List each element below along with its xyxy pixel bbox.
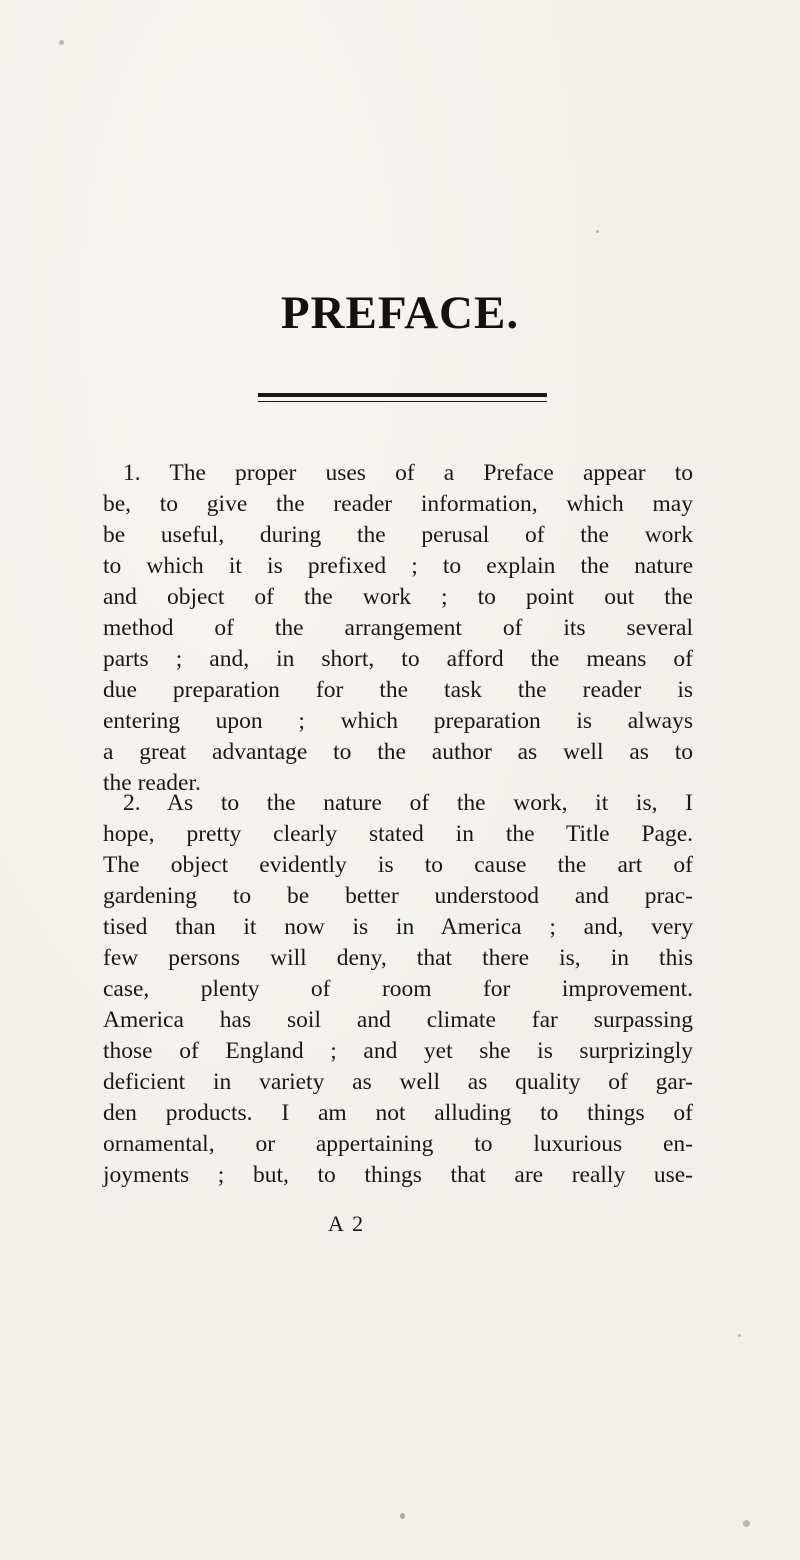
paragraph-line: tised than it now is in America ; and, very [103,914,693,940]
paragraph-line: method of the arrangement of its several [103,615,693,641]
paragraph-line: 2. As to the nature of the work, it is, I [123,790,693,816]
paragraph-line: America has soil and climate far surpassing [103,1007,693,1033]
signature-mark: A 2 [328,1211,366,1236]
paragraph-line: case, plenty of room for improvement. [103,976,693,1002]
paragraph-line: and object of the work ; to point out the [103,584,693,610]
paper-speck [738,1334,741,1337]
paragraph-line: few persons will deny, that there is, in this [103,945,693,971]
paragraph-line: joyments ; but, to things that are really use- [103,1162,693,1188]
paragraph-line: ornamental, or appertaining to luxurious en- [103,1131,693,1157]
paper-speck [596,230,599,233]
paragraph-line: 1. The proper uses of a Preface appear to [123,460,693,486]
paragraph-line: the reader. [103,770,201,796]
paragraph-line: due preparation for the task the reader is [103,677,693,703]
paragraph-line: entering upon ; which preparation is always [103,708,693,734]
paragraph-line: a great advantage to the author as well as to [103,739,693,765]
paragraph-line: to which it is prefixed ; to explain the nature [103,553,693,579]
title-rule-thin [258,401,547,402]
paragraph-line: The object evidently is to cause the art of [103,852,693,878]
paragraph-2 [103,788,693,1191]
paragraph-line: be useful, during the perusal of the work [103,522,693,548]
paper-speck [743,1520,750,1527]
paragraph-1 [103,458,693,799]
paragraph-line: gardening to be better understood and prac- [103,883,693,909]
paper-speck [400,1513,405,1519]
title-rule-thick [258,393,547,397]
page-title: PREFACE. [280,287,520,339]
paragraph-line: deficient in variety as well as quality of gar- [103,1069,693,1095]
paragraph-line: den products. I am not alluding to things of [103,1100,693,1126]
paper-speck [59,40,64,45]
paragraph-line: parts ; and, in short, to afford the means of [103,646,693,672]
paragraph-line: those of England ; and yet she is surprizingly [103,1038,693,1064]
paragraph-line: hope, pretty clearly stated in the Title Page. [103,821,693,847]
paragraph-line: be, to give the reader information, which may [103,491,693,517]
